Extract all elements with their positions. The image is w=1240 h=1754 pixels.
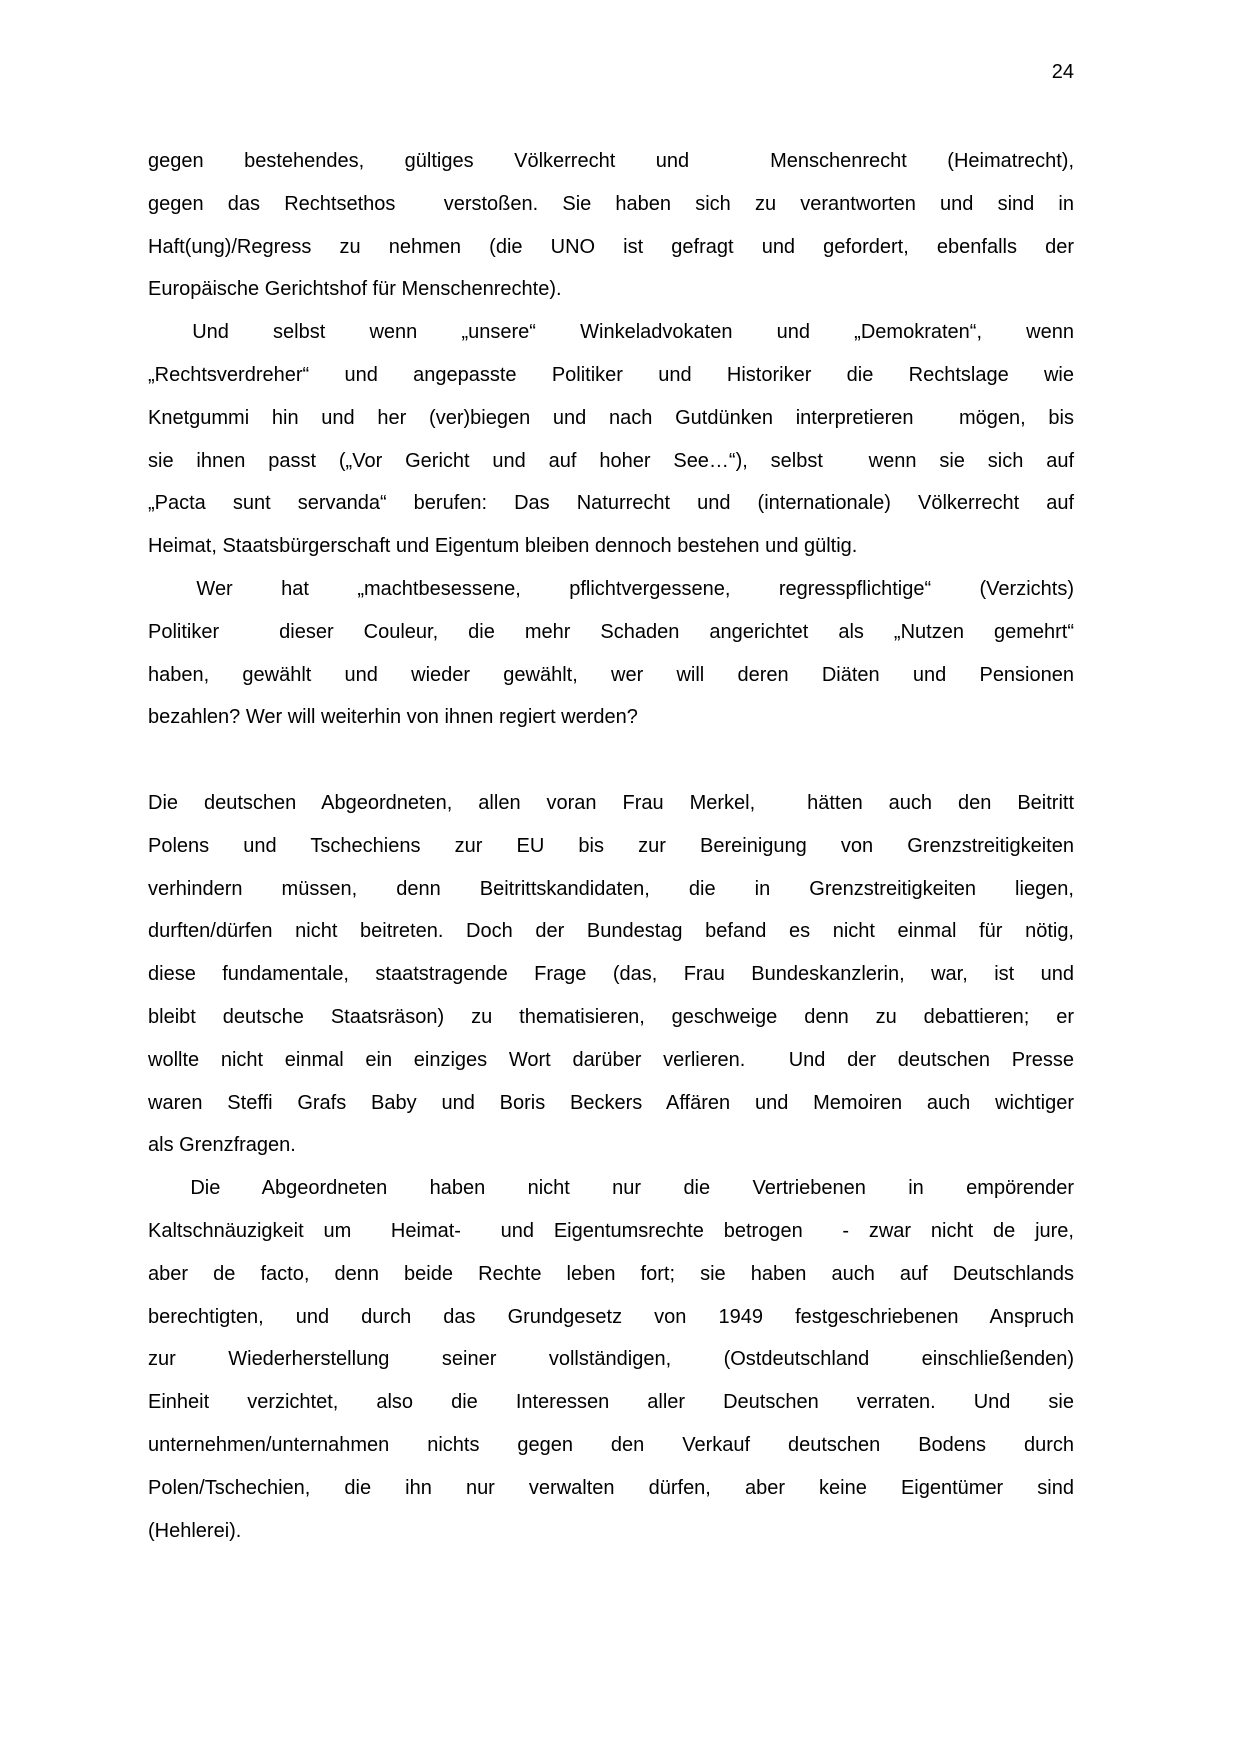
text-line: Die deutschen Abgeordneten, allen voran Frau Merkel, hätten auch den Beitritt [148,791,1074,814]
text-line: Europäische Gerichtshof für Menschenrechte). [148,278,562,301]
text-line: aber de facto, denn beide Rechte leben fort; sie haben auch auf Deutschlands [148,1262,1074,1285]
paragraph [148,311,1074,568]
text-line: bleibt deutsche Staatsräson) zu thematisieren, geschweige denn zu debattieren; er [148,1005,1074,1028]
text-line: berechtigten, und durch das Grundgesetz von 1949 festgeschriebenen Anspruch [148,1305,1074,1328]
text-line: sie ihnen passt („Vor Gericht und auf hoher See…“), selbst wenn sie sich auf [148,449,1074,472]
text-line: gegen das Rechtsethos verstoßen. Sie haben sich zu verantworten und sind in [148,192,1074,215]
text-line: „Pacta sunt servanda“ berufen: Das Naturrecht und (internationale) Völkerrecht auf [148,492,1074,515]
text-line: wollte nicht einmal ein einziges Wort darüber verlieren. Und der deutschen Presse [148,1048,1074,1071]
text-line: zur Wiederherstellung seiner vollständigen, (Ostdeutschland einschließenden) [148,1348,1074,1371]
text-line: Und selbst wenn „unsere“ Winkeladvokaten und „Demokraten“, wenn [148,321,1074,344]
paragraph [148,140,1074,311]
text-line: bezahlen? Wer will weiterhin von ihnen regiert werden? [148,706,638,729]
paragraph [148,568,1074,739]
text-line: durften/dürfen nicht beitreten. Doch der Bundestag befand es nicht einmal für nötig, [148,920,1074,943]
text-line: Polens und Tschechiens zur EU bis zur Bereinigung von Grenzstreitigkeiten [148,834,1074,857]
blank-line [148,739,1074,782]
text-line: haben, gewählt und wieder gewählt, wer will deren Diäten und Pensionen [148,663,1074,686]
text-line: diese fundamentale, staatstragende Frage (das, Frau Bundeskanzlerin, war, ist und [148,963,1074,986]
text-line: (Hehlerei). [148,1519,242,1542]
text-line: Polen/Tschechien, die ihn nur verwalten dürfen, aber keine Eigentümer sind [148,1476,1074,1499]
text-line: verhindern müssen, denn Beitrittskandidaten, die in Grenzstreitigkeiten liegen, [148,877,1074,900]
text-line: als Grenzfragen. [148,1134,296,1157]
text-line: Heimat, Staatsbürgerschaft und Eigentum bleiben dennoch bestehen und gültig. [148,535,858,558]
text-line: Knetgummi hin und her (ver)biegen und nach Gutdünken interpretieren mögen, bis [148,406,1074,429]
text-line: Einheit verzichtet, also die Interessen aller Deutschen verraten. Und sie [148,1391,1074,1414]
text-line: waren Steffi Grafs Baby und Boris Beckers Affären und Memoiren auch wichtiger [148,1091,1074,1114]
page-number: 24 [1051,61,1074,83]
text-line: gegen bestehendes, gültiges Völkerrecht und Menschenrecht (Heimatrecht), [148,150,1074,172]
paragraph [148,782,1074,1167]
text-line: „Rechtsverdreher“ und angepasste Politiker und Historiker die Rechtslage wie [148,363,1074,386]
paragraph [148,1167,1074,1552]
text-line: Wer hat „machtbesessene, pflichtvergessene, regresspflichtige“ (Verzichts) [148,577,1074,600]
text-line: Haft(ung)/Regress zu nehmen (die UNO ist gefragt und gefordert, ebenfalls der [148,235,1074,258]
text-line: unternehmen/unternahmen nichts gegen den Verkauf deutschen Bodens durch [148,1433,1074,1456]
text-line: Politiker dieser Couleur, die mehr Schaden angerichtet als „Nutzen gemehrt“ [148,620,1074,643]
text-line: Die Abgeordneten haben nicht nur die Vertriebenen in empörender [148,1177,1074,1200]
text-line: Kaltschnäuzigkeit um Heimat- und Eigentumsrechte betrogen - zwar nicht de jure, [148,1219,1074,1242]
document-body [148,140,1074,1552]
